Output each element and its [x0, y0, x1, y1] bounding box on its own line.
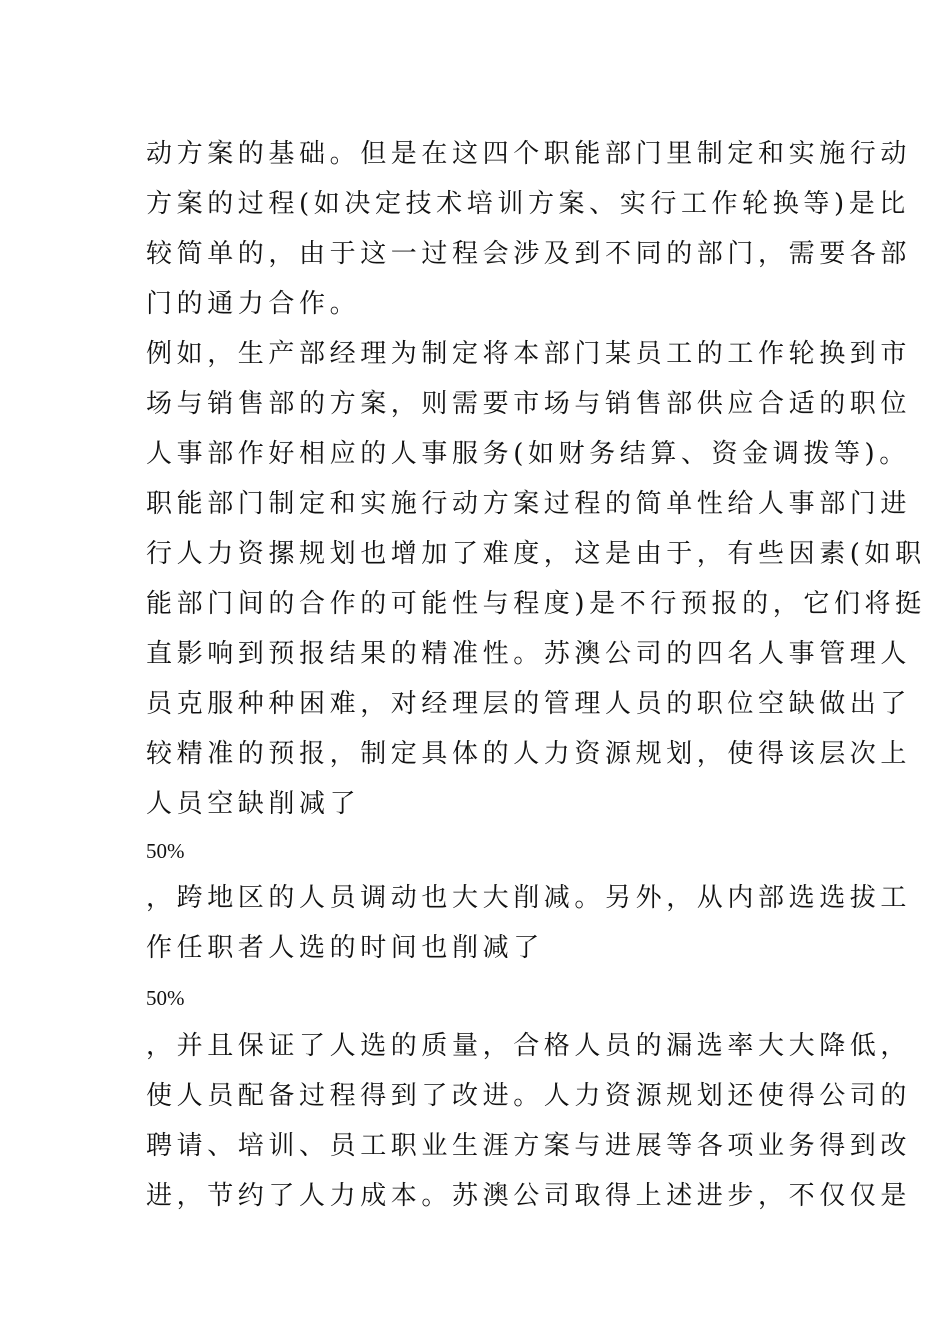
paragraph-line: ，并且保证了人选的质量，合格人员的漏选率大大降低， [146, 1031, 912, 1061]
paragraph-line: 使人员配备过程得到了改进。人力资源规划还使得公司的 [146, 1081, 912, 1111]
percent-value: 50% [146, 986, 185, 1010]
paragraph-line: 场与销售部的方案，则需要市场与销售部供应合适的职位 [146, 389, 912, 419]
paragraph-line: 动方案的基础。但是在这四个职能部门里制定和实施行动 [146, 139, 912, 169]
paragraph-line: 方案的过程(如决定技术培训方案、实行工作轮换等)是比 [146, 189, 910, 219]
paragraph-line: 例如，生产部经理为制定将本部门某员工的工作轮换到市 [146, 339, 912, 369]
paragraph-line: ，跨地区的人员调动也大大削减。另外，从内部选选拔工 [146, 883, 912, 913]
paragraph-line: 员克服种种困难，对经理层的管理人员的职位空缺做出了 [146, 689, 912, 719]
paragraph-line: 直影响到预报结果的精准性。苏澳公司的四名人事管理人 [146, 639, 912, 669]
paragraph-line: 人员空缺削减了 [146, 789, 361, 819]
paragraph-line: 进，节约了人力成本。苏澳公司取得上述进步，不仅仅是 [146, 1181, 912, 1211]
percent-value: 50% [146, 839, 185, 863]
paragraph-line: 行人力资摞规划也增加了难度，这是由于，有些因素(如职 [146, 539, 926, 569]
paragraph-line: 较简单的，由于这一过程会涉及到不同的部门，需要各部 [146, 239, 912, 269]
paragraph-line: 作任职者人选的时间也削减了 [146, 933, 544, 963]
paragraph-line: 能部门间的合作的可能性与程度)是不行预报的，它们将挺 [146, 589, 926, 619]
paragraph-line: 人事部作好相应的人事服务(如财务结算、资金调拨等)。 [146, 439, 910, 469]
paragraph-line: 门的通力合作。 [146, 289, 361, 319]
paragraph-line: 聘请、培训、员工职业生涯方案与进展等各项业务得到改 [146, 1131, 912, 1161]
paragraph-line: 较精准的预报，制定具体的人力资源规划，使得该层次上 [146, 739, 912, 769]
paragraph-line: 职能部门制定和实施行动方案过程的简单性给人事部门进 [146, 489, 912, 519]
